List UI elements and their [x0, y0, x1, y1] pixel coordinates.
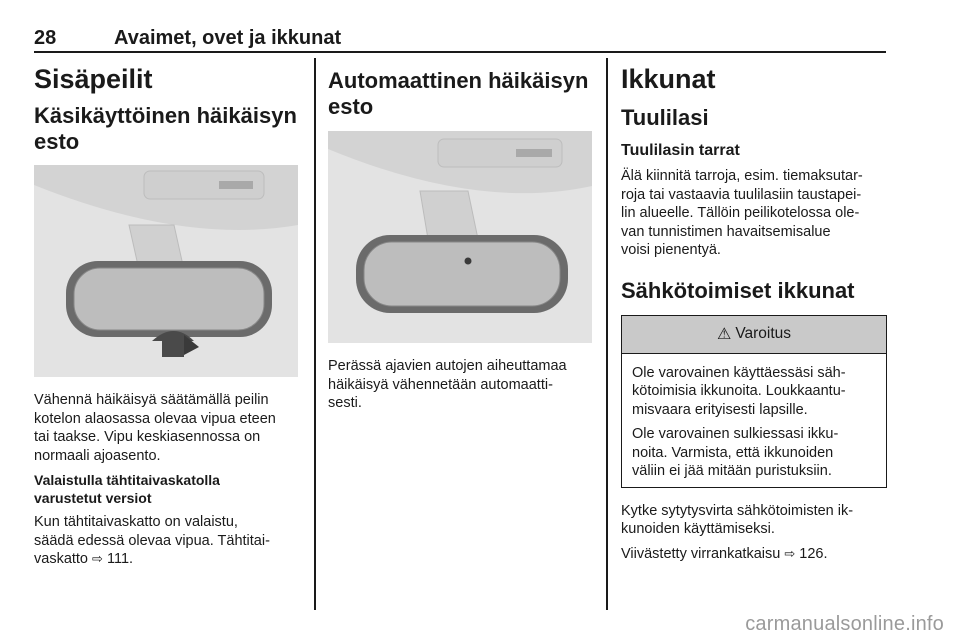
- page-number: 28: [34, 27, 57, 49]
- subheading-starry-roof: Valaistulla tähtitaivaskatolla varustetut versiot: [34, 472, 220, 506]
- heading-automatic-antidazzle: Automaattinen häikäisyn esto: [328, 68, 589, 119]
- column-divider-1: [314, 58, 316, 610]
- paragraph-starry-roof: Kun tähtitaivaskatto on valaistu, säädä edessä olevaa vipua. Tähtitai- vaskatto ⇨ 111.: [34, 514, 270, 567]
- heading-power-windows: Sähkötoimiset ikkunat: [621, 277, 855, 303]
- manual-mirror-illustration: [34, 165, 298, 377]
- page-reference-arrow-icon: ⇨: [784, 545, 796, 561]
- page-reference-link[interactable]: 111.: [106, 551, 134, 567]
- section-title-windows: Ikkunat: [621, 64, 716, 94]
- warning-title: Varoitus: [735, 325, 792, 342]
- paragraph-automatic-antidazzle: Perässä ajavien autojen aiheuttamaa häikäisyä vähennetään automaatti- sesti.: [328, 358, 567, 411]
- column-1: [34, 60, 300, 569]
- warning-box: [621, 315, 887, 488]
- column-divider-2: [606, 58, 608, 610]
- page-reference-arrow-icon: ⇨: [92, 551, 103, 566]
- paragraph-manual-antidazzle: Vähennä häikäisyä säätämällä peilin kotelon alaosassa olevaa vipua eteen tai taakse. Vipu keskiasennossa on normaali ajoasento.: [34, 392, 276, 464]
- section-title-mirrors: Sisäpeilit: [34, 64, 153, 94]
- heading-windscreen: Tuulilasi: [621, 105, 709, 130]
- heading-windscreen-stickers: Tuulilasin tarrat: [621, 142, 740, 159]
- column-2: [328, 60, 592, 413]
- heading-manual-antidazzle: Käsikäyttöinen häikäisyn esto: [34, 103, 297, 154]
- warning-triangle-icon: ⚠: [716, 326, 732, 343]
- watermark: carmanualsonline.info: [745, 613, 944, 635]
- column-3: [621, 60, 887, 563]
- page-reference-link[interactable]: 126.: [799, 545, 828, 562]
- header-rule: [34, 51, 886, 53]
- paragraph-delayed-power-off: Viivästetty virrankatkaisu ⇨ 126.: [621, 545, 828, 562]
- running-title: Avaimet, ovet ja ikkunat: [114, 27, 342, 49]
- page-header: [34, 27, 886, 49]
- warning-body: Ole varovainen käyttäessäsi säh- kötoimisia ikkunoita. Loukkaantu- misvaara erityisesti lapsille. Ole varovainen sulkiessasi ikku- noita. Varmista, että ikkunoiden väliin ei jää mitään puristuksiin.: [632, 364, 846, 479]
- paragraph-ignition: Kytke sytytysvirta sähkötoimisten ik- kunoiden käyttämiseksi.: [621, 502, 854, 537]
- warning-header: [622, 316, 886, 354]
- paragraph-windscreen-stickers: Älä kiinnitä tarroja, esim. tiemaksutar- roja tai vastaavia tuulilasiin taustapei- lin alueelle. Tällöin peilikotelossa ole- van tunnistimen havaitsemisalue voisi pienentyä.: [621, 168, 863, 258]
- automatic-mirror-illustration: [328, 131, 592, 343]
